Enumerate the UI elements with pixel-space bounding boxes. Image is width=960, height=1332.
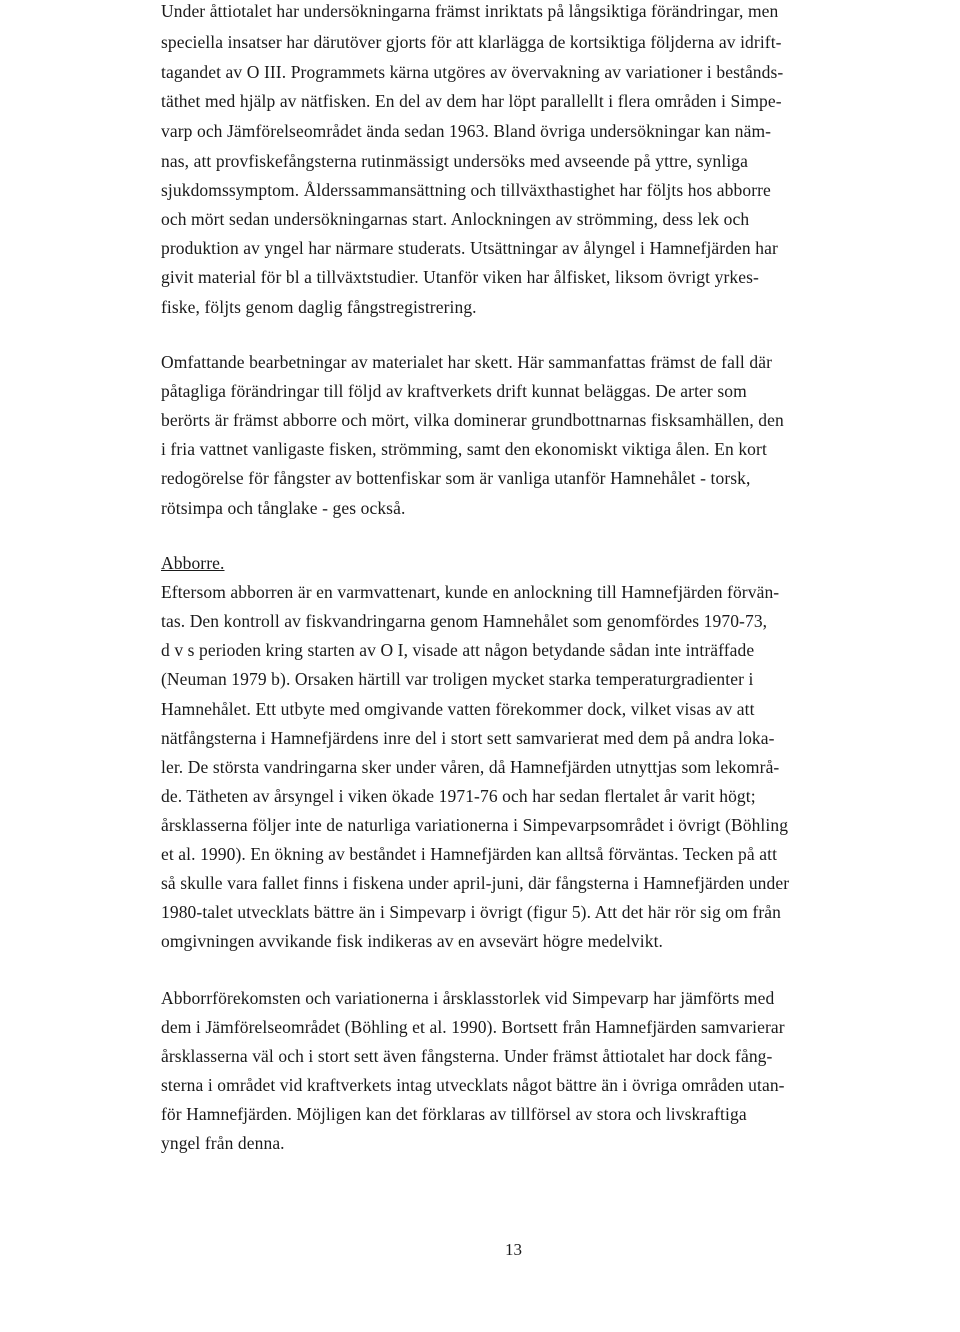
- text-line: redogörelse för fångster av bottenfiskar som är vanliga utanför Hamnehålet - torsk,: [161, 468, 751, 488]
- text-line: fiske, följts genom daglig fångstregistrering.: [161, 297, 477, 317]
- text-line: årsklasserna väl och i stort sett även fångsterna. Under främst åttiotalet har dock fång-: [161, 1046, 773, 1066]
- text-line: speciella insatser har därutöver gjorts för att klarlägga de kortsiktiga följderna av idrift-: [161, 32, 782, 52]
- text-line: givit material för bl a tillväxtstudier. Utanför viken har ålfisket, liksom övrigt yrkes-: [161, 267, 759, 287]
- text-line: produktion av yngel har närmare studerats. Utsättningar av ålyngel i Hamnefjärden har: [161, 238, 778, 258]
- text-line: d v s perioden kring starten av O I, visade att någon betydande sådan inte inträffade: [161, 640, 755, 660]
- text-line: för Hamnefjärden. Möjligen kan det förklaras av tillförsel av stora och livskraftiga: [161, 1104, 747, 1124]
- text-line: Omfattande bearbetningar av materialet har skett. Här sammanfattas främst de fall där: [161, 352, 773, 372]
- text-line: och mört sedan undersökningarnas start. Anlockningen av strömming, dess lek och: [161, 209, 750, 229]
- text-line: nätfångsterna i Hamnefjärdens inre del i stort sett samvarierat med dem på andra loka-: [161, 728, 775, 748]
- text-line: (Neuman 1979 b). Orsaken härtill var troligen mycket starka temperaturgradienter i: [161, 669, 754, 689]
- text-line: nas, att provfiskefångsterna rutinmässigt undersöks med avseende på yttre, synliga: [161, 151, 749, 171]
- text-line: tas. Den kontroll av fiskvandringarna genom Hamnehålet som genomfördes 1970-73,: [161, 611, 768, 631]
- text-line: Under åttiotalet har undersökningarna främst inriktats på långsiktiga förändringar, men: [161, 1, 779, 21]
- text-line: sterna i området vid kraftverkets intag utvecklats något bättre än i övriga områden utan-: [161, 1075, 785, 1095]
- text-line: ler. De största vandringarna sker under våren, då Hamnefjärden utnyttjas som lekområ-: [161, 757, 780, 777]
- text-line: yngel från denna.: [161, 1133, 285, 1153]
- text-line: Abborrförekomsten och variationerna i årsklasstorlek vid Simpevarp har jämförts med: [161, 988, 775, 1008]
- text-line: varp och Jämförelseområdet ända sedan 1963. Bland övriga undersökningar kan näm-: [161, 121, 772, 141]
- text-line: tagandet av O III. Programmets kärna utgöres av övervakning av variationer i bestånds-: [161, 62, 784, 82]
- text-line: berörts är främst abborre och mört, vilka dominerar grundbottnarnas fisksamhällen, den: [161, 410, 784, 430]
- text-line: så skulle vara fallet finns i fiskena under april-juni, där fångsterna i Hamnefjärden under: [161, 873, 790, 893]
- text-line: påtagliga förändringar till följd av kraftverkets drift kunnat beläggas. De arter som: [161, 381, 747, 401]
- text-line: dem i Jämförelseområdet (Böhling et al. 1990). Bortsett från Hamnefjärden samvarierar: [161, 1017, 785, 1037]
- text-line: Eftersom abborren är en varmvattenart, kunde en anlockning till Hamnefjärden förvän-: [161, 582, 780, 602]
- text-line: 1980-talet utvecklats bättre än i Simpevarp i övrigt (figur 5). Att det här rör sig om från: [161, 902, 781, 922]
- text-line: de. Tätheten av årsyngel i viken ökade 1971-76 och har sedan flertalet år varit högt;: [161, 786, 756, 806]
- text-line: omgivningen avvikande fisk indikeras av en avsevärt högre medelvikt.: [161, 931, 664, 951]
- text-line: årsklasserna följer inte de naturliga variationerna i Simpevarpsområdet i övrigt (Böhling: [161, 815, 789, 835]
- text-line: sjukdomssymptom. Ålderssammansättning och tillväxthastighet har följts hos abborre: [161, 180, 771, 200]
- text-line: Hamnehålet. Ett utbyte med omgivande vatten förekommer dock, vilket visas av att: [161, 699, 755, 719]
- text-line: täthet med hjälp av nätfisken. En del av dem har löpt parallellt i flera områden i Simpe-: [161, 91, 782, 111]
- section-heading: Abborre.: [161, 553, 225, 573]
- text-line: rötsimpa och tånglake - ges också.: [161, 498, 406, 518]
- page-number: 13: [505, 1240, 522, 1259]
- text-line: et al. 1990). En ökning av beståndet i Hamnefjärden kan alltså förväntas. Tecken på att: [161, 844, 778, 864]
- text-line: i fria vattnet vanligaste fisken, strömming, samt den ekonomiskt viktiga ålen. En kort: [161, 439, 767, 459]
